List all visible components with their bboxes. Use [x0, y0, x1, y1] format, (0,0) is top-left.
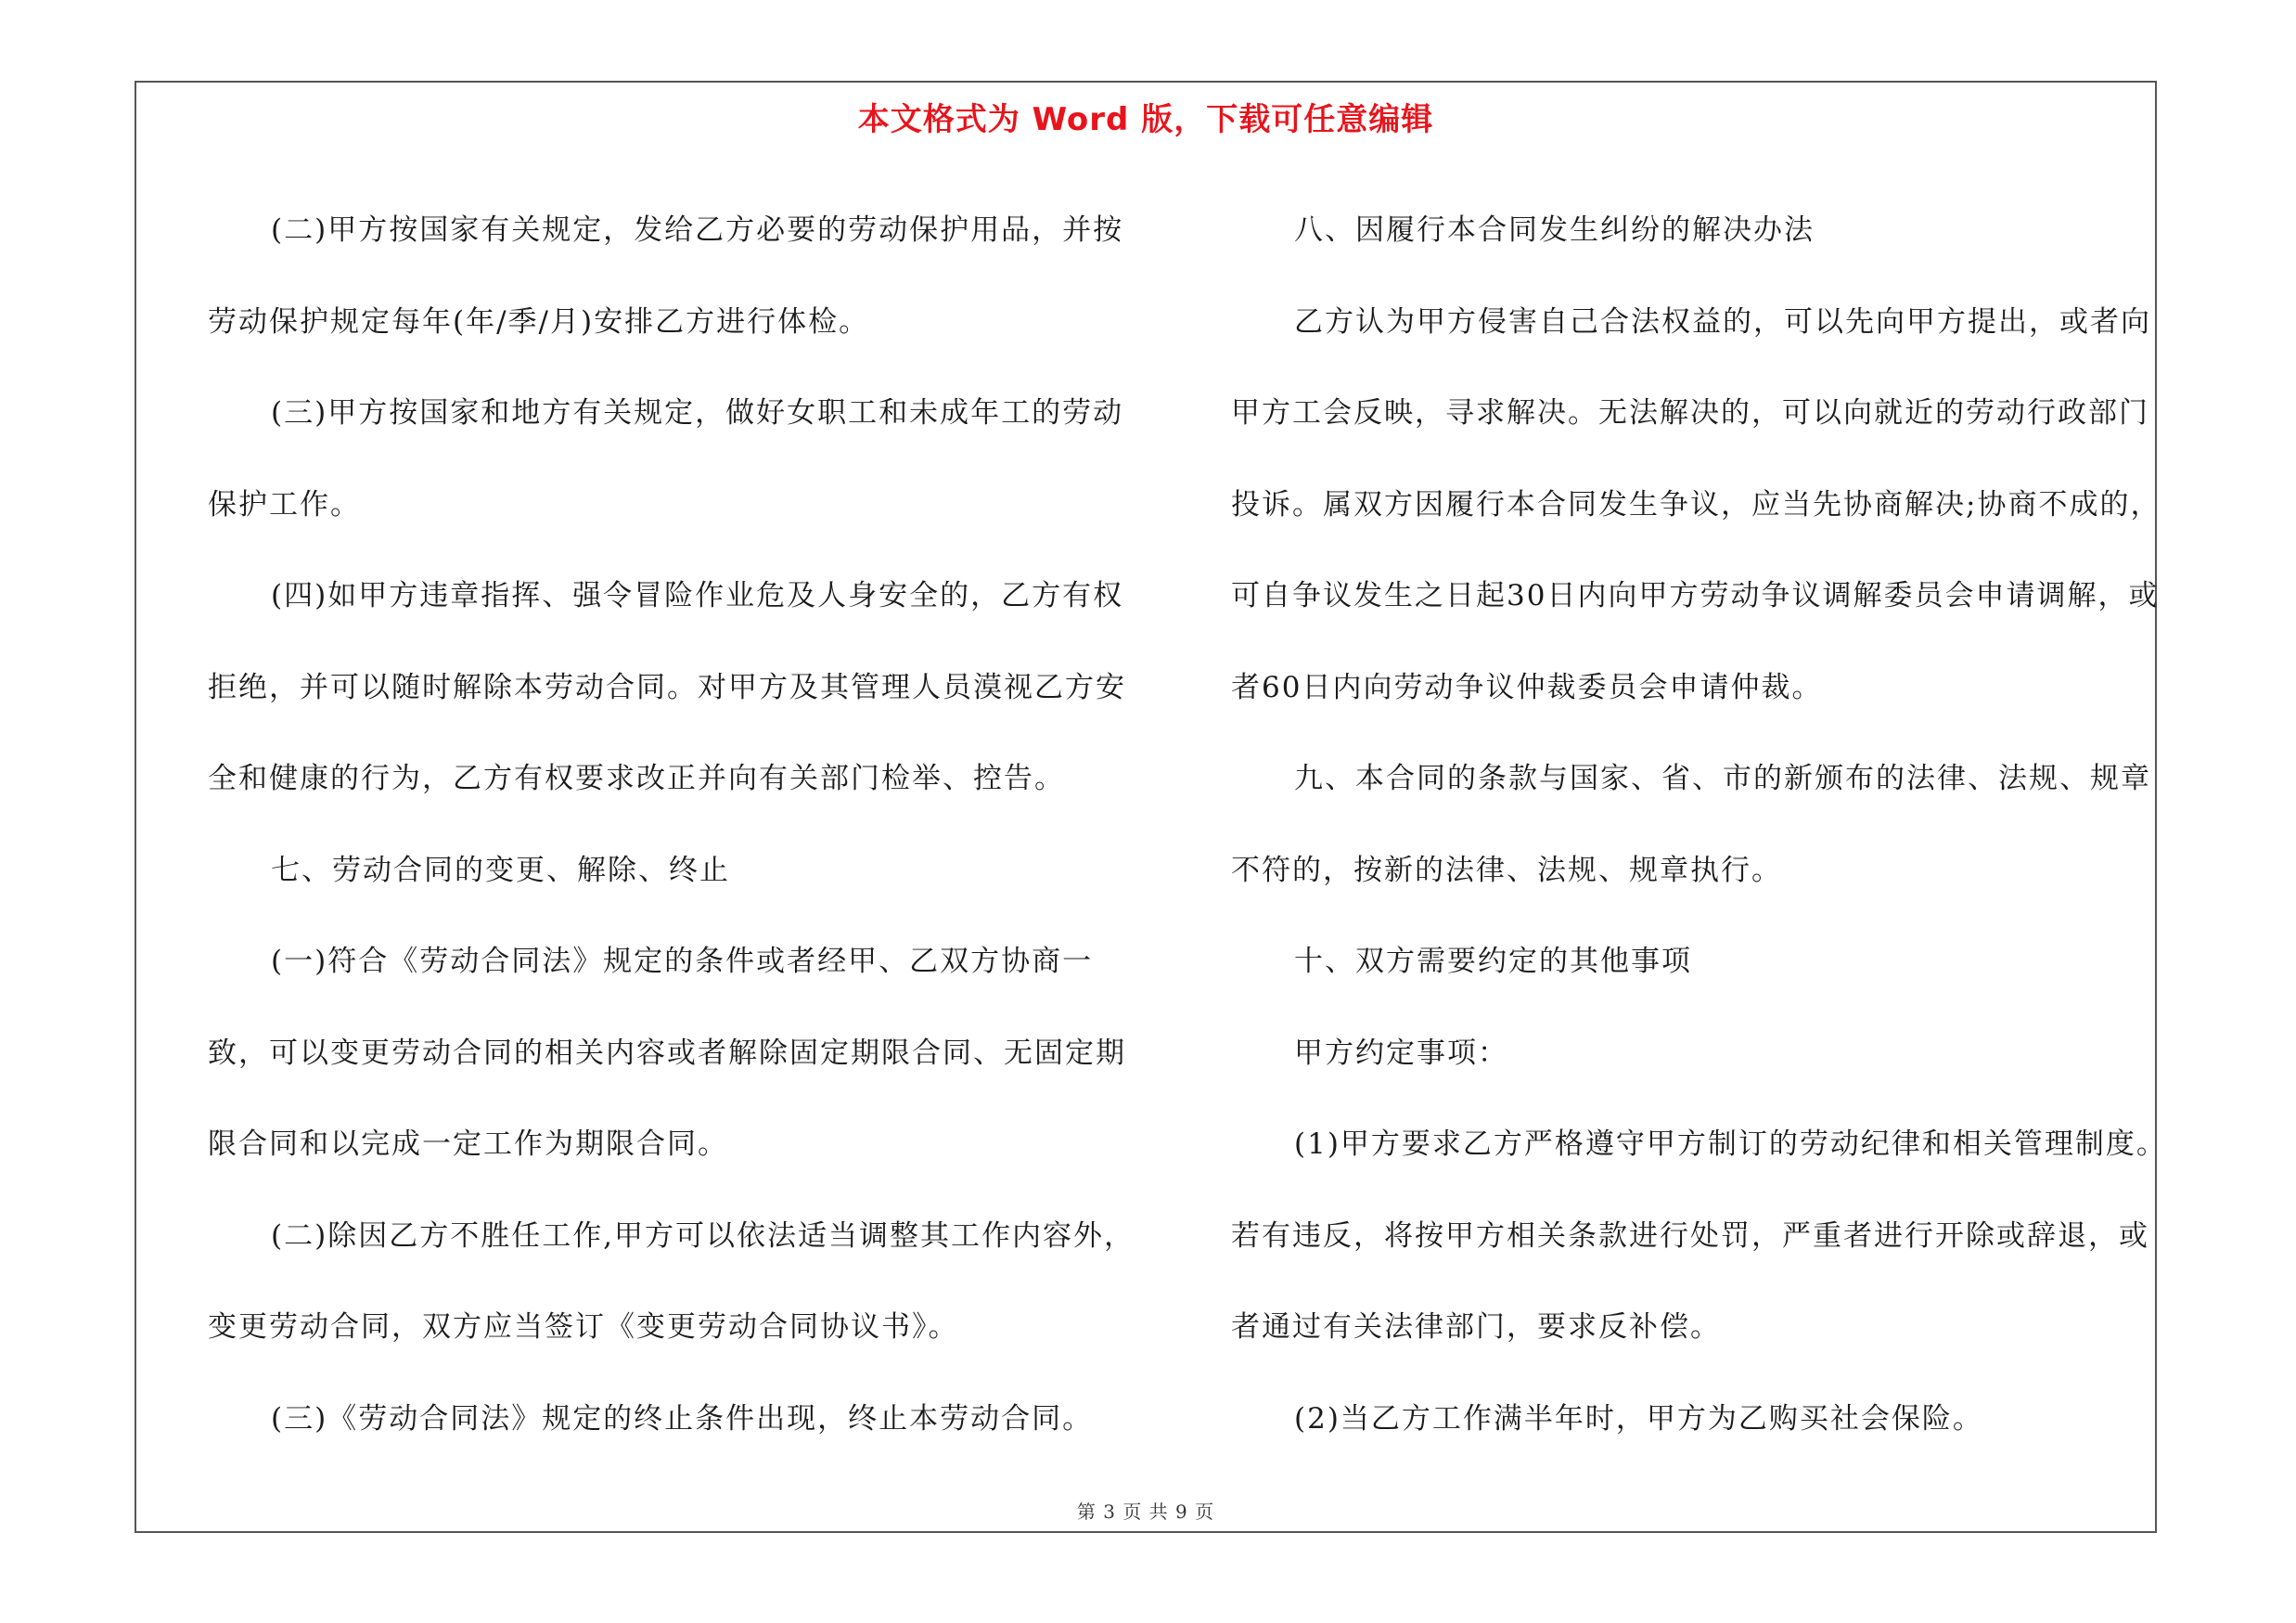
section-heading: 七、劳动合同的变更、解除、终止: [271, 853, 730, 887]
paragraph: (四)如甲方违章指挥、强令冒险作业危及人身安全的，乙方有权拒绝，并可以随时解除本劳动合同。对甲方及其管理人员漠视乙方安全和健康的行为，乙方有权要求改正并向有关部门检举、控告。: [208, 579, 1126, 795]
section-heading: 八、因履行本合同发生纠纷的解决办法: [1294, 213, 1815, 247]
right-column: [1231, 185, 2177, 1464]
paragraph: (一)符合《劳动合同法》规定的条件或者经甲、乙双方协商一致，可以变更劳动合同的相关内容或者解除固定期限合同、无固定期限合同和以完成一定工作为期限合同。: [208, 945, 1126, 1161]
paragraph: 甲方约定事项：: [1294, 1036, 1508, 1070]
page-number-footer: 第 3 页 共 9 页: [1076, 1501, 1215, 1523]
paragraph: (1)甲方要求乙方严格遵守甲方制订的劳动纪律和相关管理制度。若有违反，将按甲方相关条款进行处罚，严重者进行开除或辞退，或者通过有关法律部门，要求反补偿。: [1231, 1127, 2167, 1344]
paragraph: (三)《劳动合同法》规定的终止条件出现，终止本劳动合同。: [271, 1401, 1094, 1436]
page-frame: [135, 81, 2167, 1533]
section-heading: 十、双方需要约定的其他事项: [1294, 945, 1692, 978]
paragraph: (二)除因乙方不胜任工作,甲方可以依法适当调整其工作内容外，变更劳动合同，双方应当签订《变更劳动合同协议书》。: [208, 1218, 1135, 1344]
paragraph: (二)甲方按国家有关规定，发给乙方必要的劳动保护用品，并按劳动保护规定每年(年/季/月)安排乙方进行体检。: [208, 213, 1124, 339]
paragraph: (2)当乙方工作满半年时，甲方为乙购买社会保险。: [1294, 1401, 1983, 1436]
left-column: [208, 185, 1135, 1464]
paragraph: 九、本合同的条款与国家、省、市的新颁布的法律、法规、规章不符的，按新的法律、法规、规章执行。: [1231, 762, 2151, 887]
word-format-banner: 本文格式为 Word 版，下载可任意编辑: [857, 101, 1434, 138]
paragraph: (三)甲方按国家和地方有关规定，做好女职工和未成年工的劳动保护工作。: [208, 396, 1124, 522]
paragraph: 乙方认为甲方侵害自己合法权益的，可以先向甲方提出，或者向甲方工会反映，寻求解决。无法解决的，可以向就近的劳动行政部门投诉。属双方因履行本合同发生争议，应当先协商解决;协商不成的，可自争议发生之日起30日内向甲方劳动争议调解委员会申请调解，或者60日内向劳动争议仲裁委员会申请仲裁。: [1231, 304, 2161, 704]
